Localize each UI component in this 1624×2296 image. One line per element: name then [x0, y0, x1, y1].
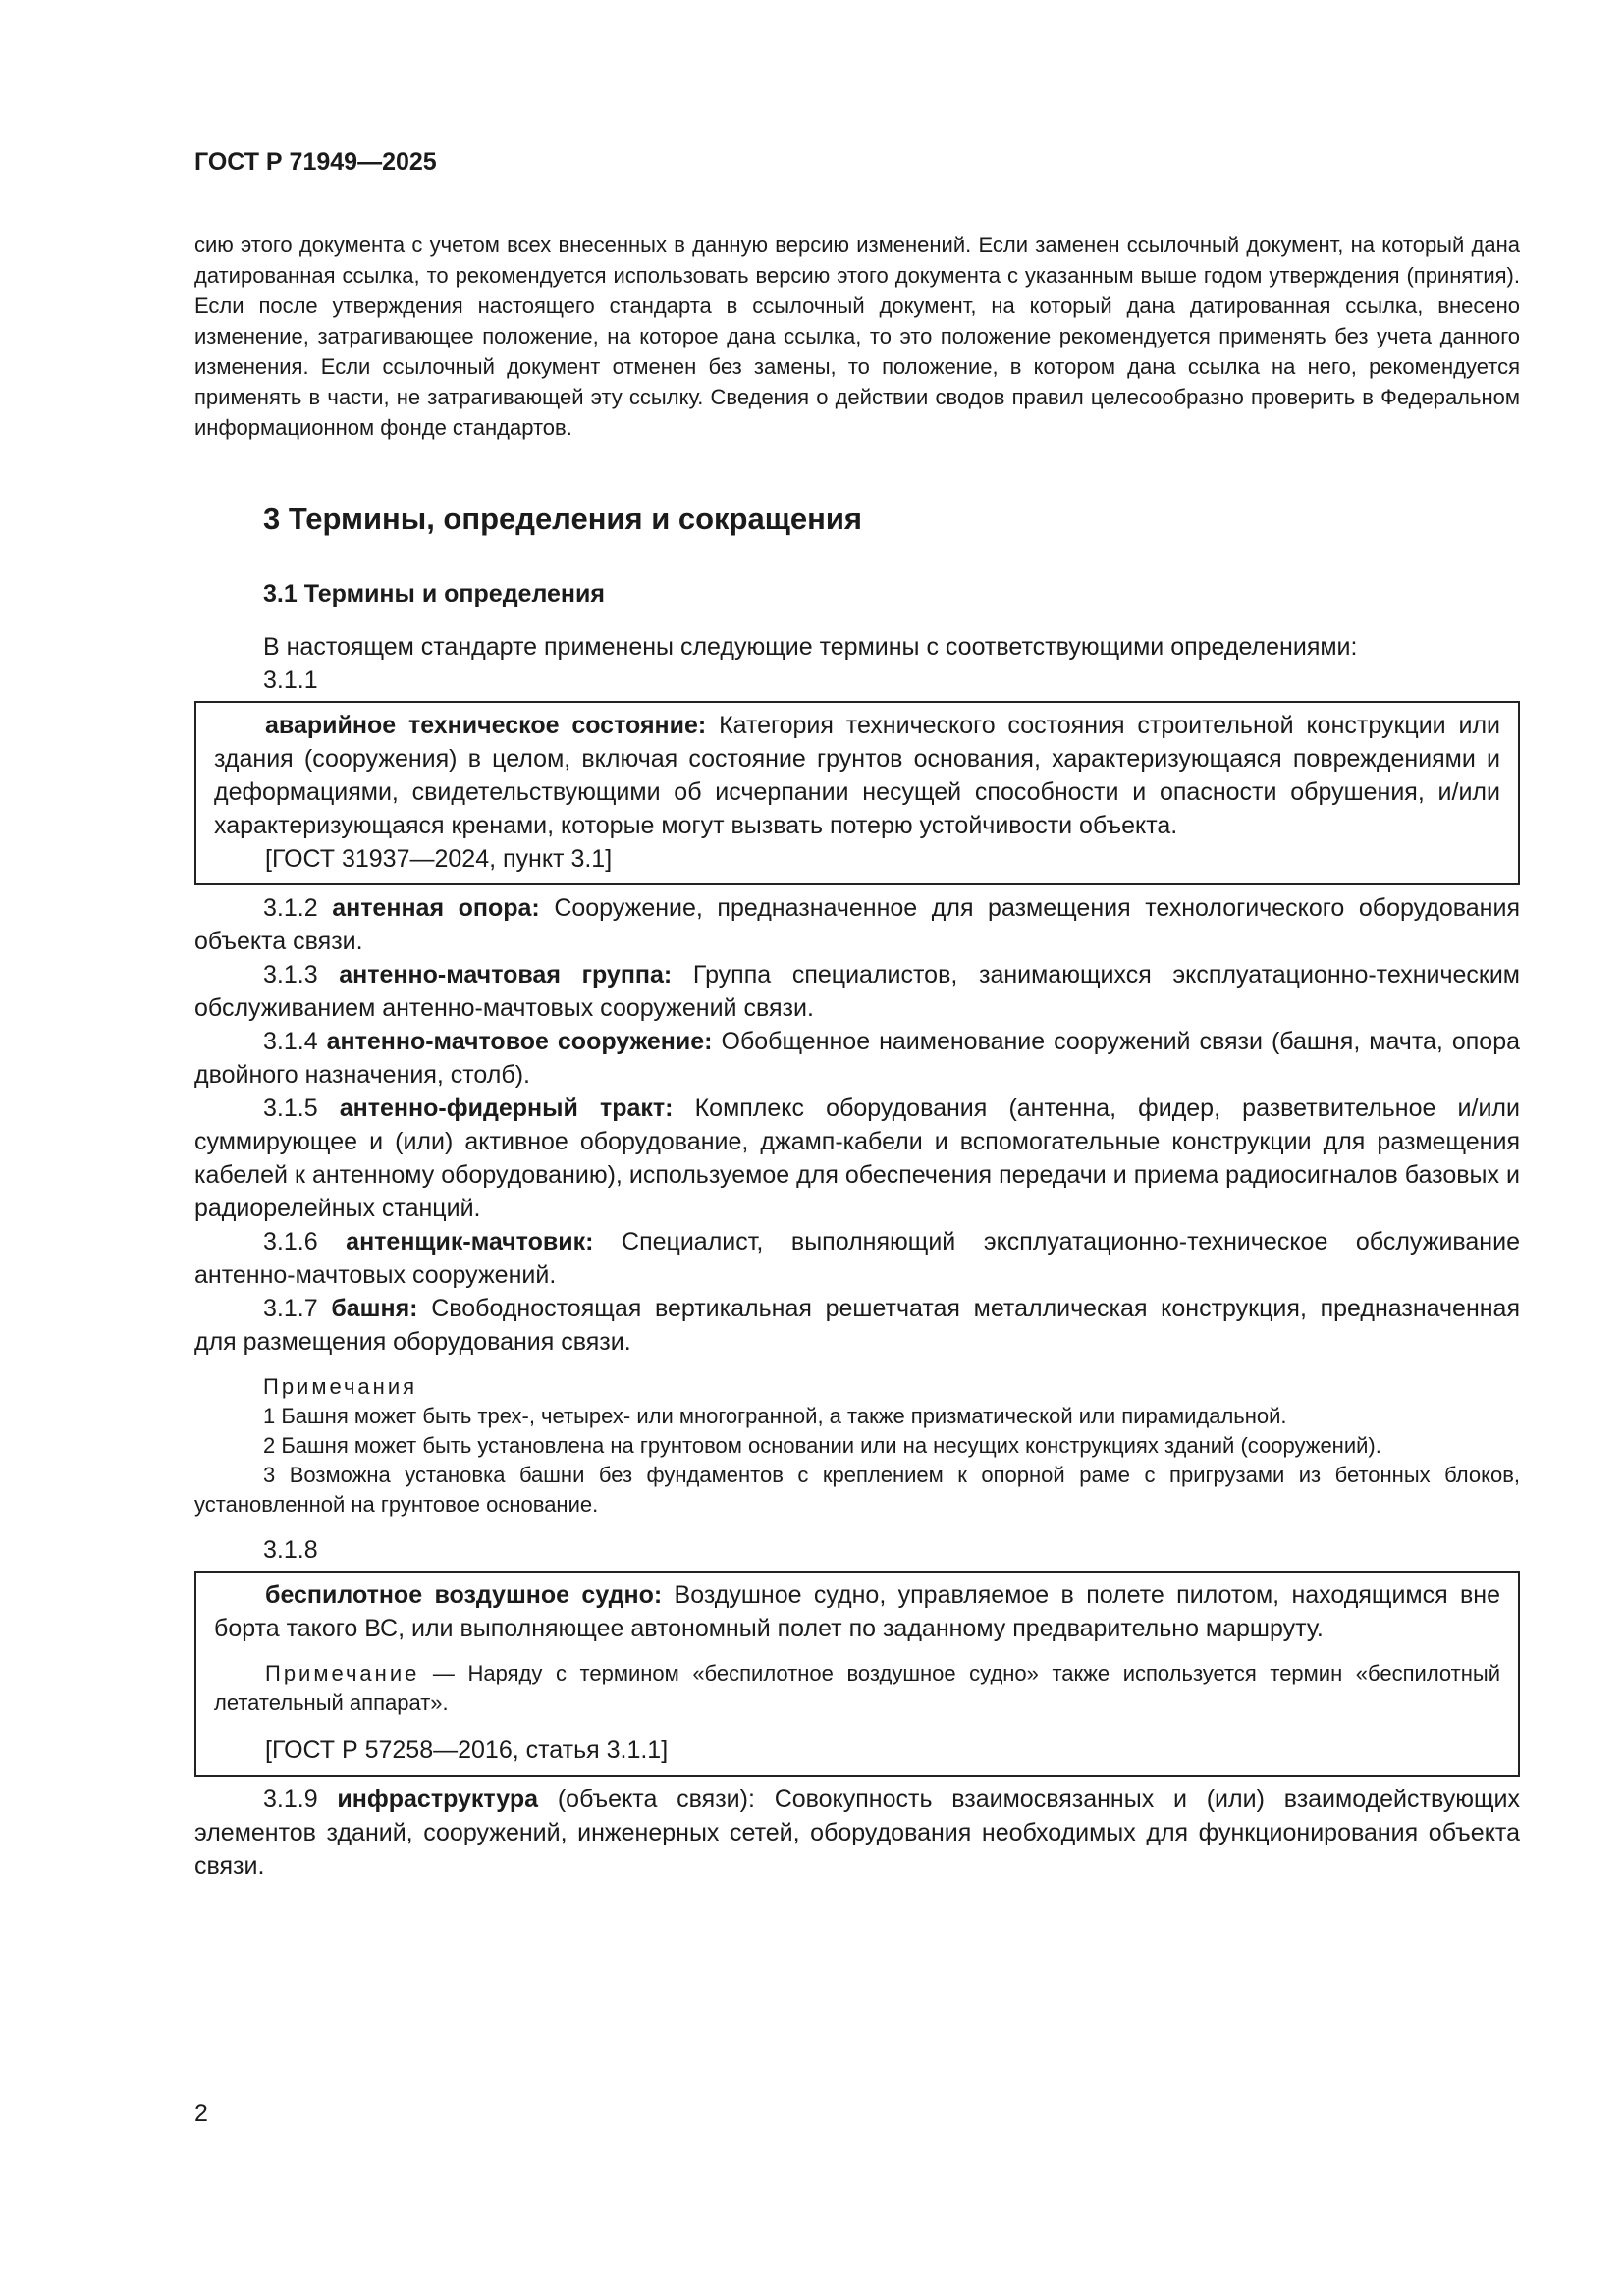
term-entry-3-1-9 [194, 1783, 1520, 1883]
note-text: — Наряду с термином «беспилотное воздушное судно» также используется термин «беспилотный летательный аппарат». [214, 1661, 1500, 1715]
term-notes-3-1-7 [194, 1372, 1520, 1520]
term-name: антенно-мачтовая группа: [339, 961, 673, 988]
term-name: башня: [331, 1295, 418, 1322]
term-definition: Сооружение, предназначенное для размещения технологического оборудования объекта связи. [194, 894, 1520, 955]
term-box-3-1-8 [194, 1571, 1520, 1777]
note-item: 3 Возможна установка башни без фундаментов с креплением к опорной раме с пригрузами из бетонных блоков, установленной на грунтовое основание. [194, 1463, 1520, 1517]
term-definition: Воздушное судно, управляемое в полете пилотом, находящимся вне борта такого ВС, или выполняющее автономный полет по заданному предварительно маршруту. [214, 1581, 1500, 1642]
document-page [194, 145, 1520, 1883]
term-entry-3-1-8 [214, 1578, 1500, 1645]
term-number-3-1-1: 3.1.1 [263, 667, 318, 694]
term-name: антенно-мачтовое сооружение: [326, 1028, 713, 1055]
term-definition: Комплекс оборудования (антенна, фидер, разветвительное и/или суммирующее и (или) активное оборудование, джамп-кабели и вспомогательные конструкции для размещения кабелей к антенному оборудованию), используемое для обеспечения передачи и приема радиосигналов базовых и радиорелейных станций. [194, 1095, 1520, 1222]
term-definition: Категория технического состояния строительной конструкции или здания (сооружения) в целом, включая состояние грунтов основания, характеризующаяся повреждениями и деформациями, свидетельствующими об исчерпании несущей способности и опасности обрушения, и/или характеризующаяся кренами, которые могут вызвать потерю устойчивости объекта. [214, 712, 1500, 839]
term-entry-3-1-3 [194, 958, 1520, 1025]
note-item: 2 Башня может быть установлена на грунтовом основании или на несущих конструкциях зданий (сооружений). [263, 1433, 1381, 1458]
term-number: 3.1.4 [263, 1028, 327, 1055]
section-title: 3 Термины, определения и сокращения [263, 502, 862, 536]
term-name: беспилотное воздушное судно: [265, 1581, 663, 1609]
term-entry-3-1-7 [194, 1292, 1520, 1359]
term-source-3-1-8: [ГОСТ Р 57258—2016, статья 3.1.1] [265, 1736, 669, 1764]
term-number: 3.1.7 [263, 1295, 332, 1322]
term-number: 3.1.9 [263, 1786, 338, 1813]
term-note-3-1-8 [214, 1659, 1500, 1718]
term-definition: Группа специалистов, занимающихся эксплуатационно-техническим обслуживанием антенно-мачтовых сооружений связи. [194, 961, 1520, 1022]
note-label: Примечание [265, 1661, 420, 1685]
term-name: антенщик-мачтовик: [346, 1228, 594, 1255]
term-number: 3.1.2 [263, 894, 333, 922]
term-name: аварийное техническое состояние: [265, 712, 707, 739]
term-number: 3.1.5 [263, 1095, 340, 1122]
term-name: инфраструктура [337, 1786, 539, 1813]
subsection-title: 3.1 Термины и определения [263, 580, 605, 608]
term-name: антенная опора: [332, 894, 540, 922]
notes-heading: Примечания [263, 1374, 418, 1399]
note-item: 1 Башня может быть трех-, четырех- или многогранной, а также призматической или пирамидальной. [263, 1404, 1287, 1428]
term-box-3-1-1 [194, 701, 1520, 885]
page-number: 2 [194, 2100, 208, 2127]
term-number: 3.1.6 [263, 1228, 347, 1255]
term-entry-3-1-5 [194, 1092, 1520, 1225]
term-source-3-1-1: [ГОСТ 31937—2024, пункт 3.1] [265, 845, 613, 873]
term-definition: (объекта связи): Совокупность взаимосвязанных и (или) взаимодействующих элементов зданий, сооружений, инженерных сетей, оборудования необходимых для функционирования объекта связи. [194, 1786, 1520, 1880]
term-entry-3-1-1 [214, 709, 1500, 842]
term-entry-3-1-2 [194, 891, 1520, 958]
section-lead: В настоящем стандарте применены следующие термины с соответствующими определениями: [263, 633, 1358, 661]
term-number-3-1-8: 3.1.8 [263, 1536, 318, 1564]
intro-paragraph: сию этого документа с учетом всех внесенных в данную версию изменений. Если заменен ссылочный документ, на который дана датированная ссылка, то рекомендуется использовать версию этого документа с указанным выше годом утверждения (принятия). Если после утверждения настоящего стандарта в ссылочный документ, на который дана датированная ссылка, внесено изменение, затрагивающее положение, на которое дана ссылка, то это положение рекомендуется применять без учета данного изменения. Если ссылочный документ отменен без замены, то положение, в котором дана ссылка на него, рекомендуется применять в части, не затрагивающей эту ссылку. Сведения о действии сводов правил целесообразно проверить в Федеральном информационном фонде стандартов. [194, 233, 1520, 440]
term-entry-3-1-6 [194, 1225, 1520, 1292]
term-definition: Специалист, выполняющий эксплуатационно-техническое обслуживание антенно-мачтовых сооружений. [194, 1228, 1520, 1289]
term-name: антенно-фидерный тракт: [339, 1095, 674, 1122]
term-number: 3.1.3 [263, 961, 340, 988]
document-code-header: ГОСТ Р 71949—2025 [194, 148, 437, 176]
term-definition: Свободностоящая вертикальная решетчатая металлическая конструкция, предназначенная для размещения оборудования связи. [194, 1295, 1520, 1356]
term-definition: Обобщенное наименование сооружений связи (башня, мачта, опора двойного назначения, столб). [194, 1028, 1520, 1089]
term-entry-3-1-4 [194, 1025, 1520, 1092]
